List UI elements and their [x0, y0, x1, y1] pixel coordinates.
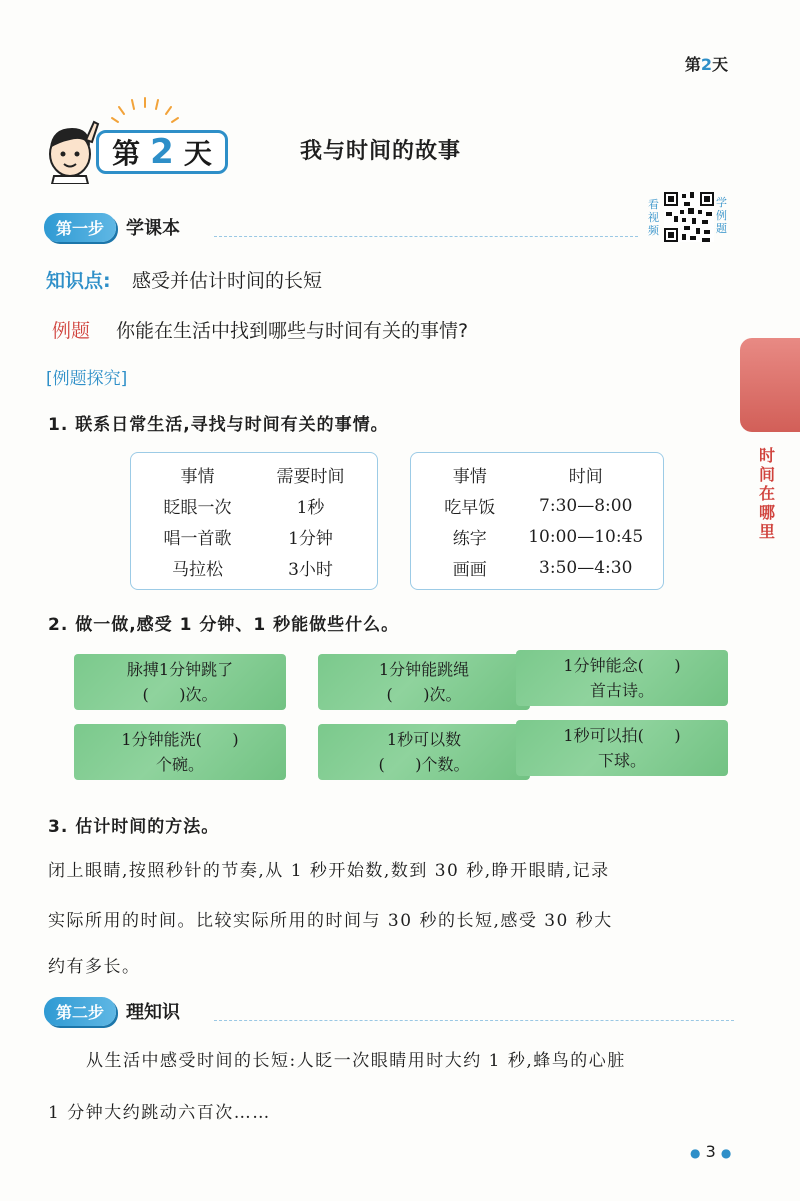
example-explore-label: [例题探究] — [46, 369, 128, 389]
activity-card — [74, 654, 286, 710]
qr-caption-right: 学例题 — [716, 196, 727, 235]
table-row — [421, 490, 653, 521]
table-header: 时间 — [568, 467, 603, 487]
table-header: 事情 — [180, 467, 215, 487]
activity-line: 1分钟能念( ) — [563, 656, 681, 675]
table-cell: 画画 — [452, 560, 487, 580]
boy-avatar-icon — [40, 118, 104, 184]
table-header: 事情 — [452, 467, 487, 487]
side-tab-label: 时间在哪里 — [758, 446, 775, 541]
schedule-table — [410, 452, 664, 590]
table-cell: 马拉松 — [172, 560, 223, 580]
table-row — [141, 490, 367, 521]
knowledge-point-label: 知识点: — [46, 270, 111, 292]
step-two-divider — [214, 1020, 734, 1021]
side-tab-marker — [740, 338, 800, 432]
qr-caption-left: 看视频 — [648, 198, 659, 237]
example-question: 你能在生活中找到哪些与时间有关的事情? — [116, 320, 469, 342]
qr-code-icon[interactable] — [664, 192, 714, 242]
step-one-header — [44, 212, 180, 242]
example-label: 例题 — [52, 320, 91, 342]
sun-rays-icon — [110, 96, 180, 126]
table-cell: 练字 — [452, 529, 487, 549]
page-number-value: 3 — [705, 1142, 716, 1161]
table-cell: 7:30—8:00 — [539, 495, 633, 516]
table-row — [141, 459, 367, 490]
activity-card — [516, 650, 728, 706]
activity-line: 1分钟能洗( ) — [121, 730, 239, 749]
day-banner-suffix: 天 — [183, 137, 212, 170]
step-two-pill: 第二步 — [44, 997, 116, 1026]
page-number — [690, 1142, 731, 1161]
table-row — [141, 552, 367, 583]
activity-line: 1秒可以拍( ) — [563, 726, 681, 745]
activity-card — [318, 724, 530, 780]
day-banner — [96, 130, 228, 174]
paragraph-line: 实际所用的时间。比较实际所用的时间与 30 秒的长短,感受 30 秒大 — [48, 911, 613, 931]
activity-line: 个碗。 — [155, 755, 204, 774]
step-two-header — [44, 996, 180, 1026]
summary-line: 1 分钟大约跳动六百次…… — [48, 1103, 271, 1123]
day-banner-prefix: 第 — [112, 137, 141, 170]
activity-card — [318, 654, 530, 710]
page-dot-icon: ● — [690, 1146, 701, 1160]
knowledge-point-text: 感受并估计时间的长短 — [132, 270, 323, 292]
step-one-title: 学课本 — [126, 218, 181, 239]
question-1-heading: 1. 联系日常生活,寻找与时间有关的事情。 — [48, 415, 389, 435]
activity-line: 1分钟能跳绳 — [378, 660, 470, 679]
table-row — [421, 552, 653, 583]
table-cell: 3:50—4:30 — [539, 557, 633, 578]
question-2-heading: 2. 做一做,感受 1 分钟、1 秒能做些什么。 — [48, 615, 400, 635]
header-day-prefix: 第 — [684, 55, 701, 74]
table-cell: 1分钟 — [288, 529, 333, 549]
activity-line: 1秒可以数 — [386, 730, 462, 749]
day-banner-num: 2 — [150, 132, 174, 172]
step-one-pill: 第一步 — [44, 213, 116, 242]
activity-line: 首古诗。 — [589, 681, 654, 700]
summary-line: 从生活中感受时间的长短:人眨一次眼睛用时大约 1 秒,蜂鸟的心脏 — [86, 1051, 626, 1071]
activity-card — [74, 724, 286, 780]
header-day-num: 2 — [700, 55, 712, 74]
activity-line: 脉搏1分钟跳了 — [126, 660, 234, 679]
step-two-title: 理知识 — [126, 1002, 181, 1023]
table-header: 需要时间 — [276, 467, 345, 487]
table-cell: 吃早饭 — [444, 498, 496, 518]
table-cell: 3小时 — [288, 560, 333, 580]
table-cell: 唱一首歌 — [163, 529, 232, 549]
table-cell: 1秒 — [296, 498, 325, 518]
activity-line: 下球。 — [597, 751, 646, 770]
table-row — [141, 521, 367, 552]
step-one-divider — [214, 236, 638, 237]
activity-line: ( )次。 — [142, 685, 218, 704]
paragraph-line: 约有多长。 — [48, 957, 141, 977]
activity-line: ( )个数。 — [378, 755, 470, 774]
table-cell: 10:00—10:45 — [528, 526, 644, 547]
table-row — [421, 521, 653, 552]
header-day-suffix: 天 — [711, 55, 728, 74]
activity-card — [516, 720, 728, 776]
page-header-day — [685, 52, 728, 75]
activity-line: ( )次。 — [386, 685, 462, 704]
page-dot-icon: ● — [720, 1146, 732, 1160]
duration-table — [130, 452, 378, 590]
paragraph-line: 闭上眼睛,按照秒针的节奏,从 1 秒开始数,数到 30 秒,睁开眼睛,记录 — [48, 861, 610, 881]
question-3-heading: 3. 估计时间的方法。 — [48, 817, 220, 837]
table-cell: 眨眼一次 — [163, 498, 232, 518]
table-row — [421, 459, 653, 490]
lesson-title: 我与时间的故事 — [300, 139, 462, 164]
